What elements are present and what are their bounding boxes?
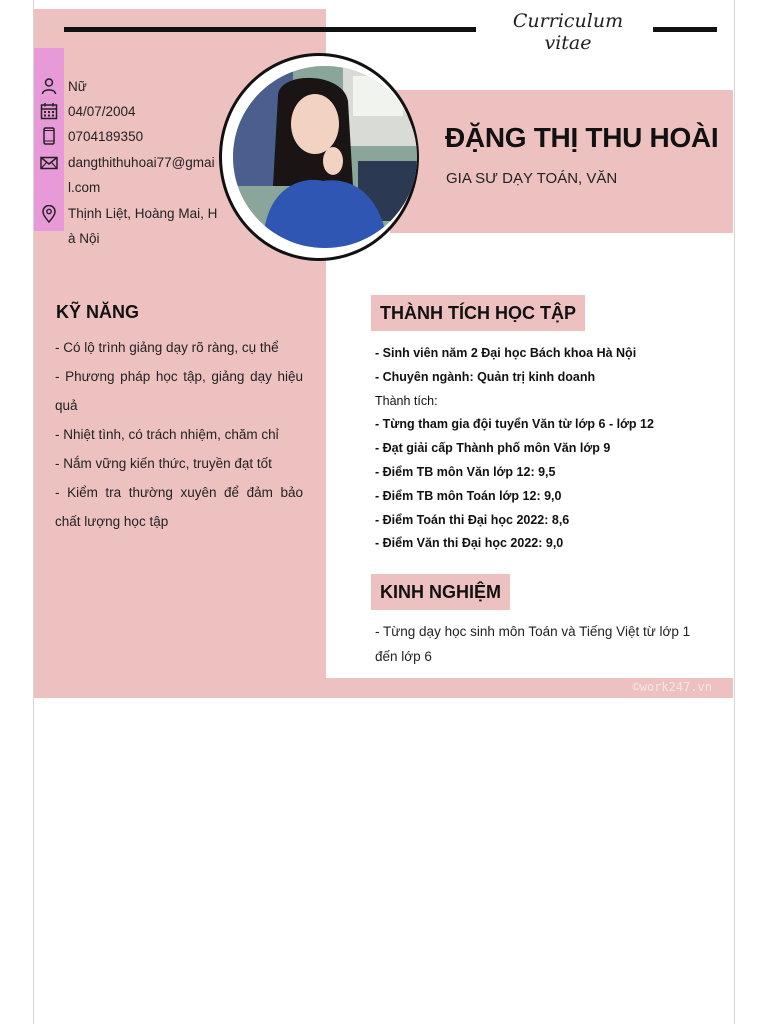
location-pin-icon [40, 205, 58, 223]
cv-title: Curriculum vitae [512, 10, 624, 54]
contact-gender: Nữ [68, 79, 87, 94]
profile-photo [233, 66, 417, 248]
list-item: - Kiểm tra thường xuyên để đảm bảo chất lượng học tập [55, 485, 303, 529]
list-item: Thành tích: [375, 393, 438, 408]
candidate-name: ĐẶNG THỊ THU HOÀI [445, 122, 719, 153]
list-item: - Nhiệt tình, có trách nhiệm, chăm chỉ [55, 427, 279, 442]
experience-title: KINH NGHIỆM [371, 574, 510, 610]
list-item: - Sinh viên năm 2 Đại học Bách khoa Hà Nội [375, 346, 637, 360]
contact-address: Thịnh Liệt, Hoàng Mai, Hà Nội [68, 206, 218, 246]
skills-list [55, 333, 303, 536]
bottom-band [34, 678, 733, 698]
contact-birthdate: 04/07/2004 [68, 104, 136, 119]
list-item: - Từng tham gia đội tuyển Văn từ lớp 6 - lớp 12 [375, 417, 654, 432]
skills-title: KỸ NĂNG [56, 302, 140, 322]
list-item: - Điểm Văn thi Đại học 2022: 9,0 [375, 536, 564, 551]
list-item: - Phương pháp học tập, giảng dạy hiệu quả [55, 369, 303, 413]
achievements-title: THÀNH TÍCH HỌC TẬP [371, 295, 585, 331]
list-item: - Điểm TB môn Toán lớp 12: 9,0 [375, 488, 562, 503]
contact-phone: 0704189350 [68, 129, 144, 144]
watermark: ©work247.vn [632, 680, 712, 694]
list-item: - Điểm Toán thi Đại học 2022: 8,6 [375, 512, 570, 527]
experience-text: - Từng dạy học sinh môn Toán và Tiếng Việt từ lớp 1 đến lớp 6 [375, 624, 691, 664]
list-item: - Đạt giải cấp Thành phố môn Văn lớp 9 [375, 441, 611, 456]
candidate-role: GIA SƯ DẠY TOÁN, VĂN [446, 170, 618, 187]
achievements-list [375, 342, 715, 556]
list-item: - Chuyên ngành: Quản trị kinh doanh [375, 369, 596, 384]
phone-icon [40, 127, 58, 145]
header-rule-right [653, 27, 717, 32]
person-icon [40, 77, 58, 95]
contact-email[interactable]: dangthithuhoai77@gmail.com [68, 155, 215, 195]
mail-icon [40, 154, 58, 172]
header-rule-left [64, 27, 476, 32]
list-item: - Nắm vững kiến thức, truyền đạt tốt [55, 456, 272, 471]
name-band [390, 90, 733, 233]
list-item: - Có lộ trình giảng dạy rõ ràng, cụ thể [55, 340, 279, 355]
list-item: - Điểm TB môn Văn lớp 12: 9,5 [375, 464, 556, 479]
calendar-icon [40, 102, 58, 120]
